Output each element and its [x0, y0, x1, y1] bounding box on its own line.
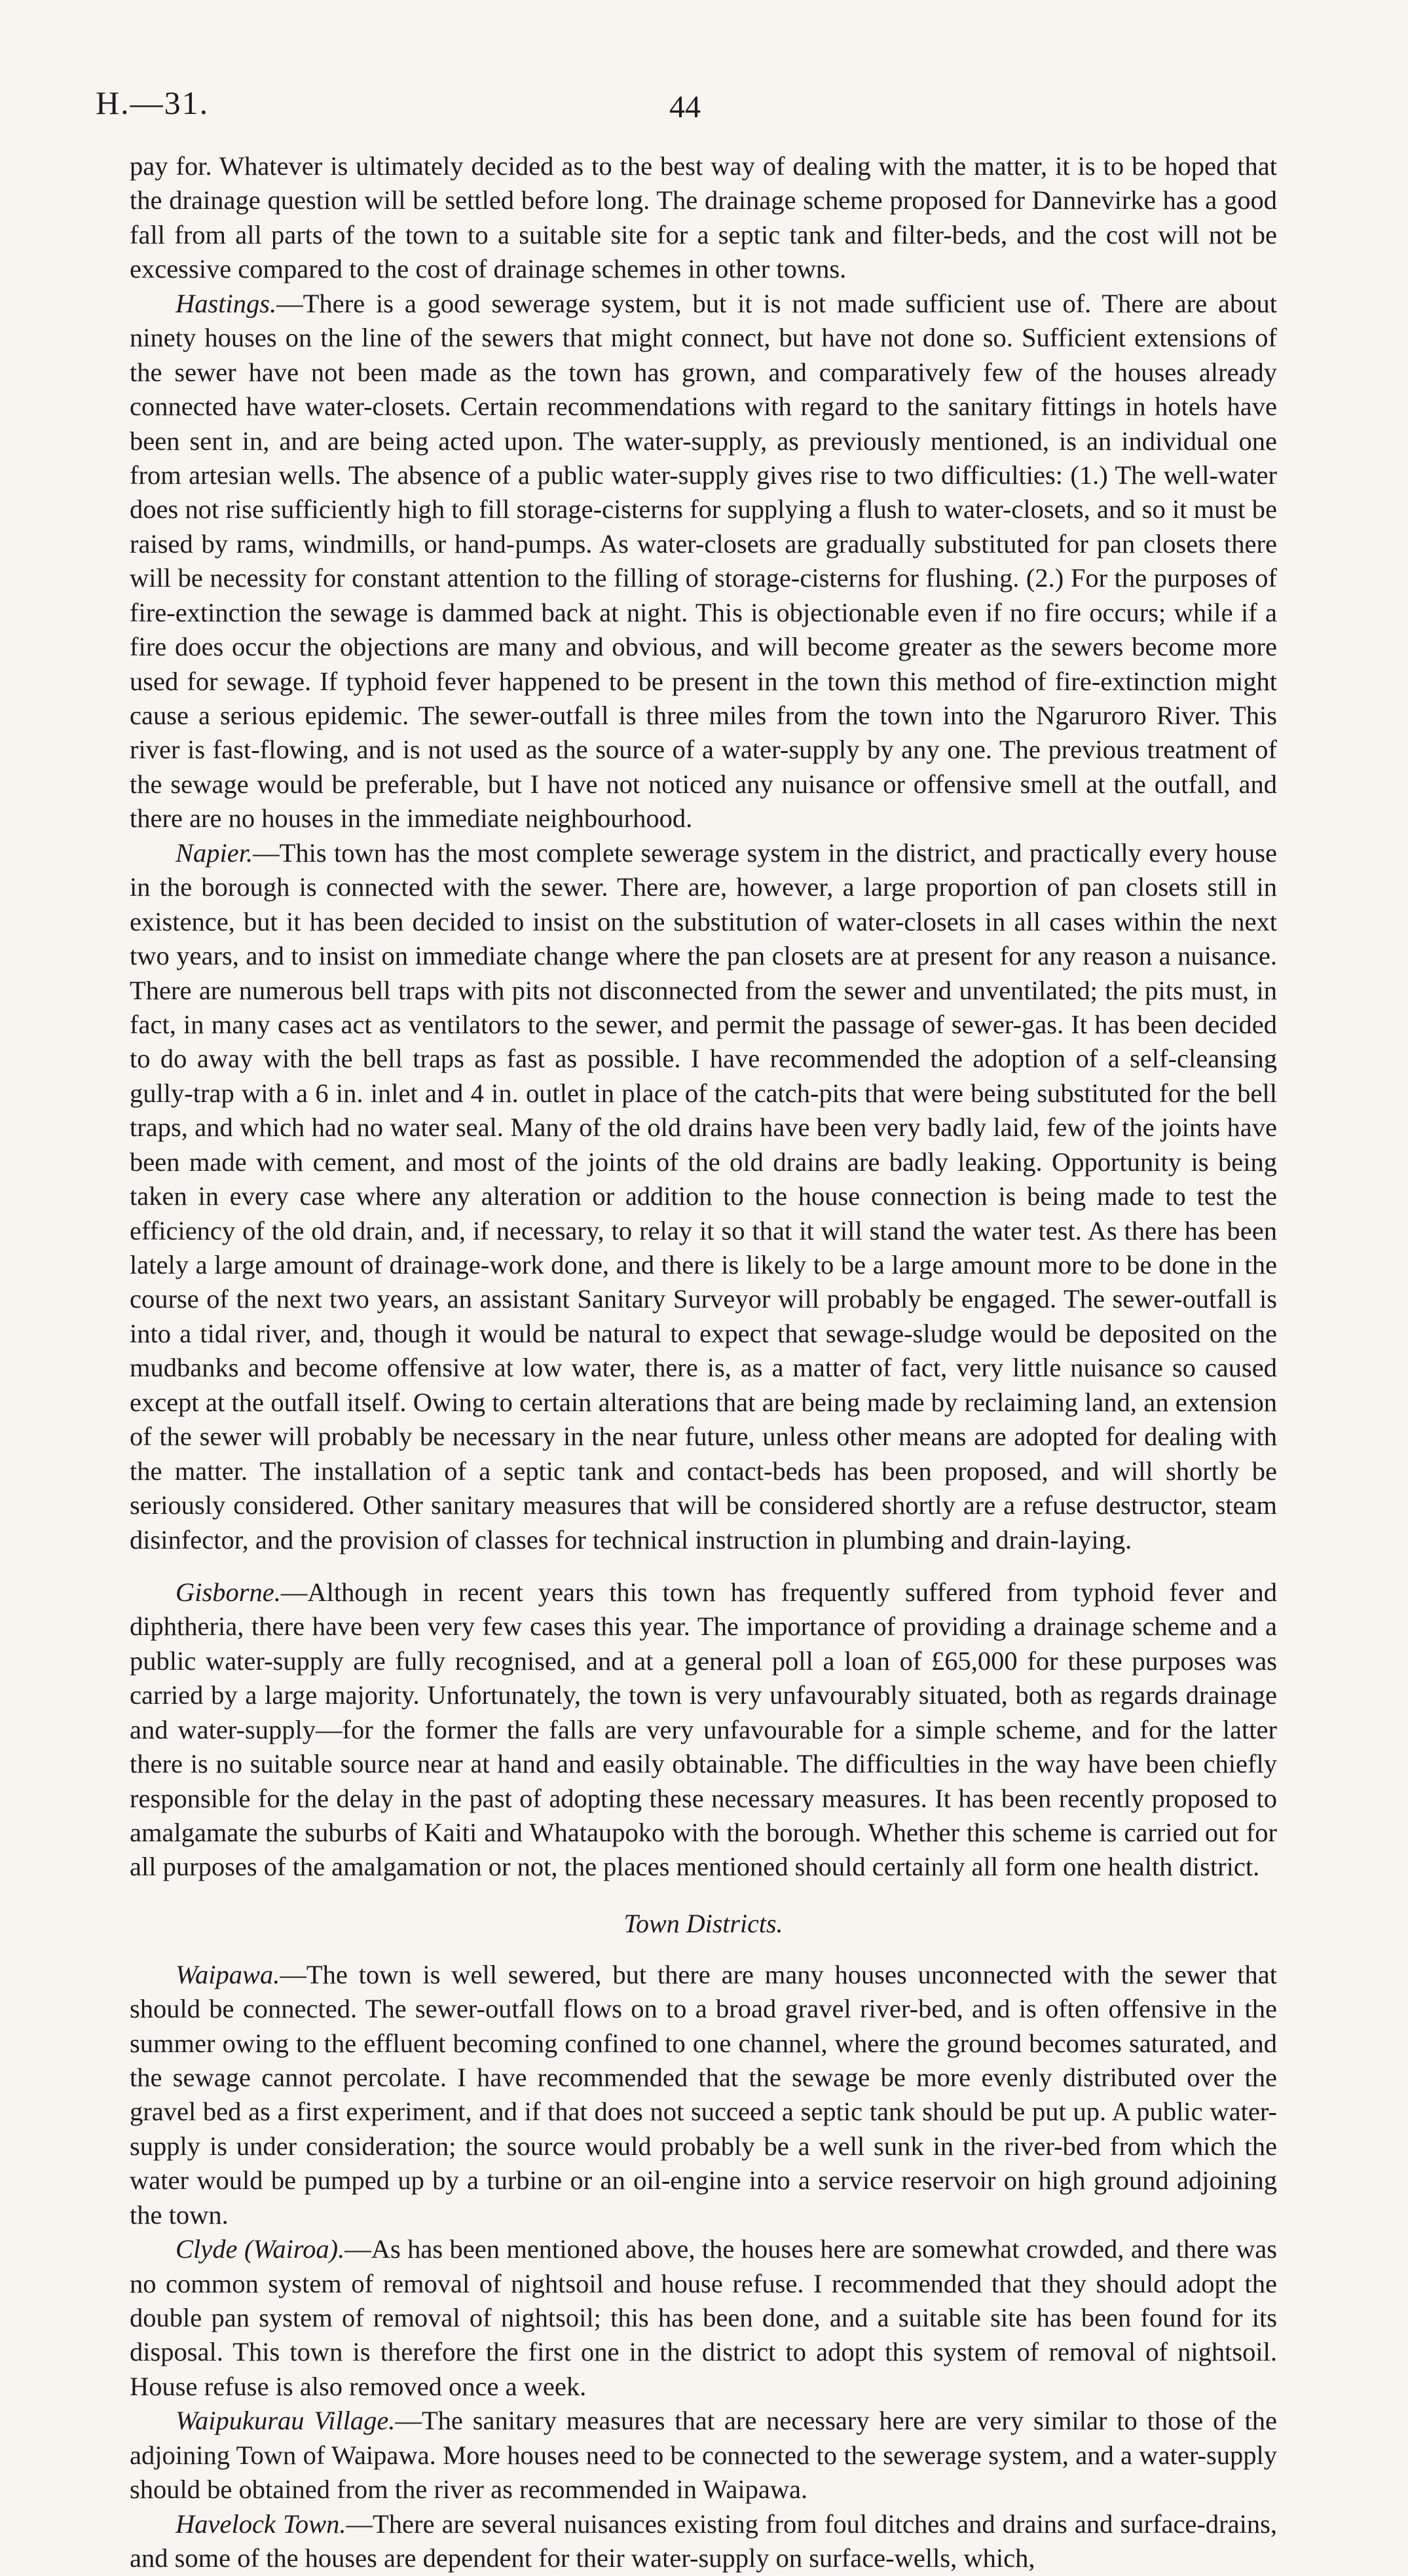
place-name: Waipawa.	[176, 1959, 280, 1989]
document-id: H.—31.	[96, 84, 210, 121]
place-name: Gisborne.	[176, 1577, 281, 1607]
paragraph-havelock	[130, 2507, 1277, 2576]
page-header	[0, 0, 1408, 144]
paragraph-clyde	[130, 2232, 1277, 2404]
page-number: 44	[669, 90, 701, 124]
paragraph-text: —There is a good sewerage system, but it is not made sufficient use of. There are about ninety houses on the line of the sewers that might connect, but have not done so. Sufficient extensions of the sewer have not been made as the town has grown, and comparatively few of the houses already connected have water-closets. Certain recommendations with regard to the sanitary fittings in hotels have been sent in, and are being acted upon. The water-supply, as previously mentioned, is an individual one from artesian wells. The absence of a public water-supply gives rise to two difficulties: (1.) The well-water does not rise sufficiently high to fill storage-cisterns for supplying a flush to water-closets, and so it must be raised by rams, windmills, or hand-pumps. As water-closets are gradually substituted for pan closets there will be necessity for constant attention to the filling of storage-cisterns for flushing. (2.) For the purposes of fire-extinction the sewage is dammed back at night. This is objectionable even if no fire occurs; while if a fire does occur the objections are many and obvious, and will become greater as the sewers become more used for sewage. If typhoid fever happened to be present in the town this method of fire-extinction might cause a serious epidemic. The sewer-outfall is three miles from the town into the Ngaruroro River. This river is fast-flowing, and is not used as the source of a water-supply by any one. The previous treatment of the sewage would be preferable, but I have not noticed any nuisance or offensive smell at the outfall, and there are no houses in the immediate neighbourhood.	[130, 288, 1277, 834]
paragraph-text: —The sanitary measures that are necessary here are very similar to those of the adjoining Town of Waipawa. More houses need to be connected to the sewerage system, and a water-supply should be obtained from the river as recommended in Waipawa.	[130, 2406, 1277, 2505]
place-name: Waipukurau Village.	[176, 2406, 396, 2436]
section-heading: Town Districts.	[623, 1908, 783, 1938]
place-name: Hastings.	[176, 288, 277, 318]
paragraph-text: —There are several nuisances existing from foul ditches and drains and surface-drains, and some of the houses are dependent for their water-supply on surface-wells, which,	[130, 2509, 1277, 2573]
paragraph-napier	[130, 836, 1277, 1557]
place-name: Havelock Town.	[176, 2509, 346, 2539]
paragraph-text: —As has been mentioned above, the houses here are somewhat crowded, and there was no common system of removal of nightsoil and house refuse. I recommended that they should adopt the double pan system of removal of nightsoil; this has been done, and a suitable site has been found for its disposal. This town is therefore the first one in the district to adopt this system of removal of nightsoil. House refuse is also removed once a week.	[130, 2234, 1277, 2401]
paragraph-text: —Although in recent years this town has frequently suffered from typhoid fever and diphtheria, there have been very few cases this year. The importance of providing a drainage scheme and a public water-supply are fully recognised, and at a general poll a loan of £65,000 for these purposes was carried by a large majority. Unfortunately, the town is very unfavourably situated, both as regards drainage and water-supply—for the former the falls are very unfavourable for a simple scheme, and for the latter there is no suitable source near at hand and easily obtainable. The difficulties in the way have been chiefly responsible for the delay in the past of adopting these necessary measures. It has been recently proposed to amalgamate the suburbs of Kaiti and Whataupoko with the borough. Whether this scheme is carried out for all purposes of the amalgamation or not, the places mentioned should certainly all form one health district.	[130, 1577, 1277, 1882]
paragraph-text: —The town is well sewered, but there are many houses unconnected with the sewer that should be connected. The sewer-outfall flows on to a broad gravel river-bed, and is often offensive in the summer owing to the effluent becoming confined to one channel, where the ground becomes saturated, and the sewage cannot percolate. I have recommended that the sewage be more evenly distributed over the gravel bed as a first experiment, and if that does not succeed a septic tank should be put up. A public water-supply is under consideration; the source would probably be a well sunk in the river-bed from which the water would be pumped up by a turbine or an oil-engine into a service reservoir on high ground adjoining the town.	[130, 1959, 1277, 2230]
paragraph-text: pay for. Whatever is ultimately decided as to the best way of dealing with the matter, it is to be hoped that the drainage question will be settled before long. The drainage scheme proposed for Dannevirke has a good fall from all parts of the town to a suitable site for a septic tank and filter-beds, and the cost will not be excessive compared to the cost of drainage schemes in other towns.	[130, 151, 1277, 284]
paragraph-continuation	[130, 149, 1277, 287]
body-text	[130, 149, 1277, 2576]
place-name: Clyde (Wairoa).	[176, 2234, 345, 2264]
paragraph-waipawa	[130, 1958, 1277, 2233]
paragraph-gisborne	[130, 1575, 1277, 1885]
paragraph-hastings	[130, 287, 1277, 836]
paragraph-text: —This town has the most complete sewerage system in the district, and practically every house in the borough is connected with the sewer. There are, however, a large proportion of pan closets still in existence, but it has been decided to insist on the substitution of water-closets in all cases within the next two years, and to insist on immediate change where the pan closets are at present for any reason a nuisance. There are numerous bell traps with pits not disconnected from the sewer and unventilated; the pits must, in fact, in many cases act as ventilators to the sewer, and permit the passage of sewer-gas. It has been decided to do away with the bell traps as fast as possible. I have recommended the adoption of a self-cleansing gully-trap with a 6 in. inlet and 4 in. outlet in place of the catch-pits that were being substituted for the bell traps, and which had no water seal. Many of the old drains have been very badly laid, few of the joints have been made with cement, and most of the joints of the old drains are badly leaking. Opportunity is being taken in every case where any alteration or addition to the house connection is being made to test the efficiency of the old drain, and, if necessary, to relay it so that it will stand the water test. As there has been lately a large amount of drainage-work done, and there is likely to be a large amount more to be done in the course of the next two years, an assistant Sanitary Surveyor will probably be engaged. The sewer-outfall is into a tidal river, and, though it would be natural to expect that sewage-sludge would be deposited on the mudbanks and become offensive at low water, there is, as a matter of fact, very little nuisance so caused except at the outfall itself. Owing to certain alterations that are being made by reclaiming land, an extension of the sewer will probably be necessary in the near future, unless other means are adopted for dealing with the matter. The installation of a septic tank and contact-beds has been proposed, and will shortly be seriously considered. Other sanitary measures that will be considered shortly are a refuse destructor, steam disinfector, and the provision of classes for technical instruction in plumbing and drain-laying.	[130, 837, 1277, 1555]
place-name: Napier.	[176, 837, 253, 868]
paragraph-waipukurau	[130, 2404, 1277, 2507]
